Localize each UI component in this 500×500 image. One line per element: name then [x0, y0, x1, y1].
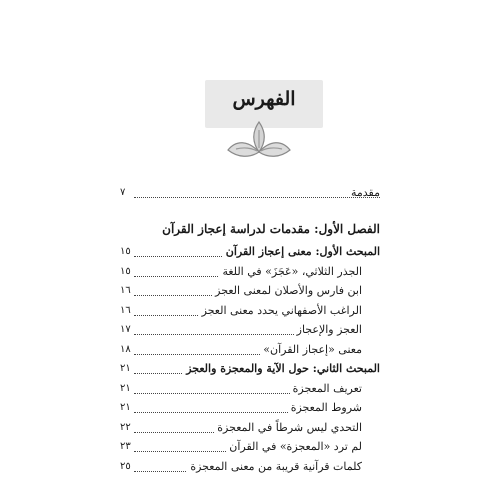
toc-page-number: ١٥ — [120, 263, 133, 281]
toc-section-entry[interactable] — [120, 360, 380, 378]
toc-entry-label: مقدمة — [348, 184, 380, 202]
toc-entry[interactable] — [120, 458, 380, 476]
toc-page-number: ٧ — [120, 184, 127, 202]
toc-page-number: ٢١ — [120, 399, 133, 417]
toc-page-number: ٢١ — [120, 380, 133, 398]
toc-entry[interactable] — [120, 263, 380, 281]
toc-entry-label: ابن فارس والأصلان لمعنى العجز — [212, 282, 362, 300]
toc-entry-label: العجز والإعجاز — [294, 321, 362, 339]
toc-page-number: ١٥ — [120, 243, 133, 261]
toc-page-number: ١٨ — [120, 341, 133, 359]
toc-entry-label: الراغب الأصفهاني يحدد معنى العجز — [199, 302, 362, 320]
toc-entry-label: المبحث الثاني: حول الآية والمعجزة والعجز — [183, 360, 380, 378]
toc-entry[interactable] — [120, 302, 380, 320]
toc-page-number: ٢٢ — [120, 419, 133, 437]
toc-page-number: ١٧ — [120, 321, 133, 339]
toc-entry[interactable] — [120, 380, 380, 398]
page-title: الفهرس — [232, 88, 296, 110]
toc-page-number: ٢٣ — [120, 438, 133, 456]
toc-entry[interactable] — [120, 321, 380, 339]
toc-entry-label: لم ترد «المعجزة» في القرآن — [226, 438, 362, 456]
toc-entry-label: الجذر الثلاثي، «عَجَزَ» في اللغة — [219, 263, 362, 281]
toc-entry[interactable] — [120, 419, 380, 437]
toc-entry-label: التحدي ليس شرطاً في المعجزة — [214, 419, 362, 437]
chapter-heading: الفصل الأول: مقدمات لدراسة إعجاز القرآن — [162, 222, 380, 236]
toc-entry-label: شروط المعجزة — [288, 399, 362, 417]
toc-entry-intro[interactable] — [120, 184, 380, 202]
toc-entry-label: كلمات قرآنية قريبة من معنى المعجزة — [187, 458, 362, 476]
toc-page-number: ٢٥ — [120, 458, 133, 476]
toc-entry-label: تعريف المعجزة — [290, 380, 362, 398]
toc-entry[interactable] — [120, 399, 380, 417]
toc-page-number: ١٦ — [120, 282, 133, 300]
toc-entry[interactable] — [120, 341, 380, 359]
toc-page-number: ١٦ — [120, 302, 133, 320]
dot-leader — [134, 197, 380, 198]
floral-ornament-icon — [224, 118, 294, 166]
toc-page-number: ٢١ — [120, 360, 133, 378]
toc-section-entry[interactable] — [120, 243, 380, 261]
toc-entry-label: معنى «إعجاز القرآن» — [260, 341, 362, 359]
toc-entry[interactable] — [120, 438, 380, 456]
toc-entry[interactable] — [120, 282, 380, 300]
toc-entry-label: المبحث الأول: معنى إعجاز القرآن — [223, 243, 380, 261]
